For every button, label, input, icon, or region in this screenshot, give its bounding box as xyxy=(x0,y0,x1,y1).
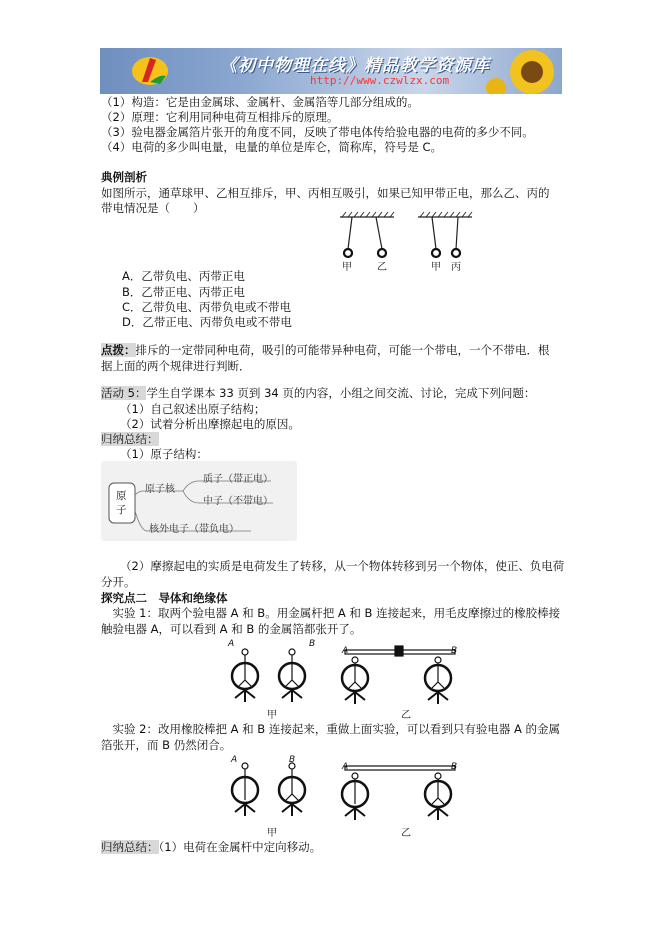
experiment2-line-2: 箔张开，而 B 仍然闭合。 xyxy=(101,738,232,752)
activity5-item-1: （1）自己叙述出原子结构； xyxy=(120,402,266,416)
fig2-label-a-2: A xyxy=(342,762,349,772)
activity5-line xyxy=(101,386,535,401)
mindmap-nucleus: 原子核 xyxy=(145,484,175,495)
banner-title: 《初中物理在线》精品教学资源库 xyxy=(220,56,490,76)
fig2-caption-jia: 甲 xyxy=(267,828,277,839)
summary1-item-2-line-2: 分开。 xyxy=(101,575,136,589)
activity5-text: 学生自学课本 33 页到 34 页的内容，小组之间交流、讨论，完成下列问题： xyxy=(146,386,536,400)
mindmap-neutron: 中子（不带电） xyxy=(203,496,273,507)
summary2-label: 归纳总结： xyxy=(101,840,159,854)
sunflower-icon xyxy=(482,48,562,94)
header-banner xyxy=(100,48,562,94)
mindmap-root: 原子 xyxy=(116,490,127,516)
mindmap-proton: 质子（带正电） xyxy=(203,474,273,485)
example-question-line-1: 如图所示，通草球甲、乙相互排斥，甲、丙相互吸引，如果已知甲带正电，那么乙、丙的 xyxy=(101,186,550,200)
option-d: D．乙带正电、丙带负电或不带电 xyxy=(122,315,292,329)
intro-line-2: （2）原理：它利用同种电荷互相排斥的原理。 xyxy=(101,110,339,124)
example-question-line-2: 带电情况是（ ） xyxy=(101,201,205,215)
summary1-label: 归纳总结： xyxy=(101,432,159,446)
tip-line-1 xyxy=(101,343,550,358)
example-heading: 典例剖析 xyxy=(101,170,147,184)
fig1-label-a: A xyxy=(228,639,235,649)
option-b: B．乙带正电、丙带正电 xyxy=(122,285,245,299)
fig1-label-b: B xyxy=(309,639,316,649)
ball-label-jia-2: 甲 xyxy=(431,262,441,273)
summary1-item-1: （1）原子结构： xyxy=(120,447,208,461)
experiment1-line-2: 触验电器 A，可以看到 A 和 B 的金属箔都张开了。 xyxy=(101,622,362,636)
intro-line-3: （3）验电器金属箔片张开的角度不同，反映了带电体传给验电器的电荷的多少不同。 xyxy=(101,125,534,139)
tip-label: 点拨： xyxy=(101,343,136,357)
summary2-line xyxy=(101,840,321,855)
fig1-label-b-2: B xyxy=(451,646,458,656)
activity5-item-2: （2）试着分析出摩擦起电的原因。 xyxy=(120,417,300,431)
option-c: C．乙带负电、丙带负电或不带电 xyxy=(122,300,292,314)
experiment1-line-1: 实验 1：取两个验电器 A 和 B。用金属杆把 A 和 B 连接起来，用毛皮摩擦过的橡胶棒接 xyxy=(101,606,561,620)
fig2-caption-yi: 乙 xyxy=(401,828,411,839)
intro-line-1: （1）构造：它是由金属球、金属杆、金属箔等几部分组成的。 xyxy=(101,95,419,109)
option-a: A．乙带负电、丙带正电 xyxy=(122,269,245,283)
activity5-label: 活动 5： xyxy=(101,386,147,400)
tip-text-1: 排斥的一定带同种电荷，吸引的可能带异种电荷，可能一个带电，一个不带电．根 xyxy=(135,343,550,357)
summary1-label-line xyxy=(101,432,159,447)
fig1-label-a-2: A xyxy=(342,646,349,656)
fig2-label-b-2: B xyxy=(451,762,458,772)
experiment2-line-1: 实验 2：改用橡胶棒把 A 和 B 连接起来，重做上面实验，可以看到只有验电器 A 的金属 xyxy=(101,722,561,736)
atom-structure-mindmap xyxy=(101,461,297,541)
summary2-text: （1）电荷在金属杆中定向移动。 xyxy=(158,840,322,854)
fig1-caption-yi: 乙 xyxy=(401,710,411,721)
ball-label-bing: 丙 xyxy=(451,262,461,273)
fig2-label-a: A xyxy=(231,755,238,765)
explore2-heading: 探究点二 导体和绝缘体 xyxy=(101,591,228,605)
fig2-label-b: B xyxy=(289,755,296,765)
ball-label-yi: 乙 xyxy=(377,262,387,273)
fig1-caption-jia: 甲 xyxy=(267,710,277,721)
tip-line-2: 据上面的两个规律进行判断． xyxy=(101,359,251,373)
intro-line-4: （4）电荷的多少叫电量，电量的单位是库仑，简称库，符号是 C。 xyxy=(101,140,442,154)
logo-icon xyxy=(130,54,170,88)
summary1-item-2-line-1: （2）摩擦起电的实质是电荷发生了转移，从一个物体转移到另一个物体，使正、负电荷 xyxy=(120,559,565,573)
banner-url[interactable]: http://www.czwlzx.com xyxy=(310,74,450,87)
mindmap-electron: 核外电子（带负电） xyxy=(149,524,239,535)
ball-label-jia: 甲 xyxy=(342,262,352,273)
